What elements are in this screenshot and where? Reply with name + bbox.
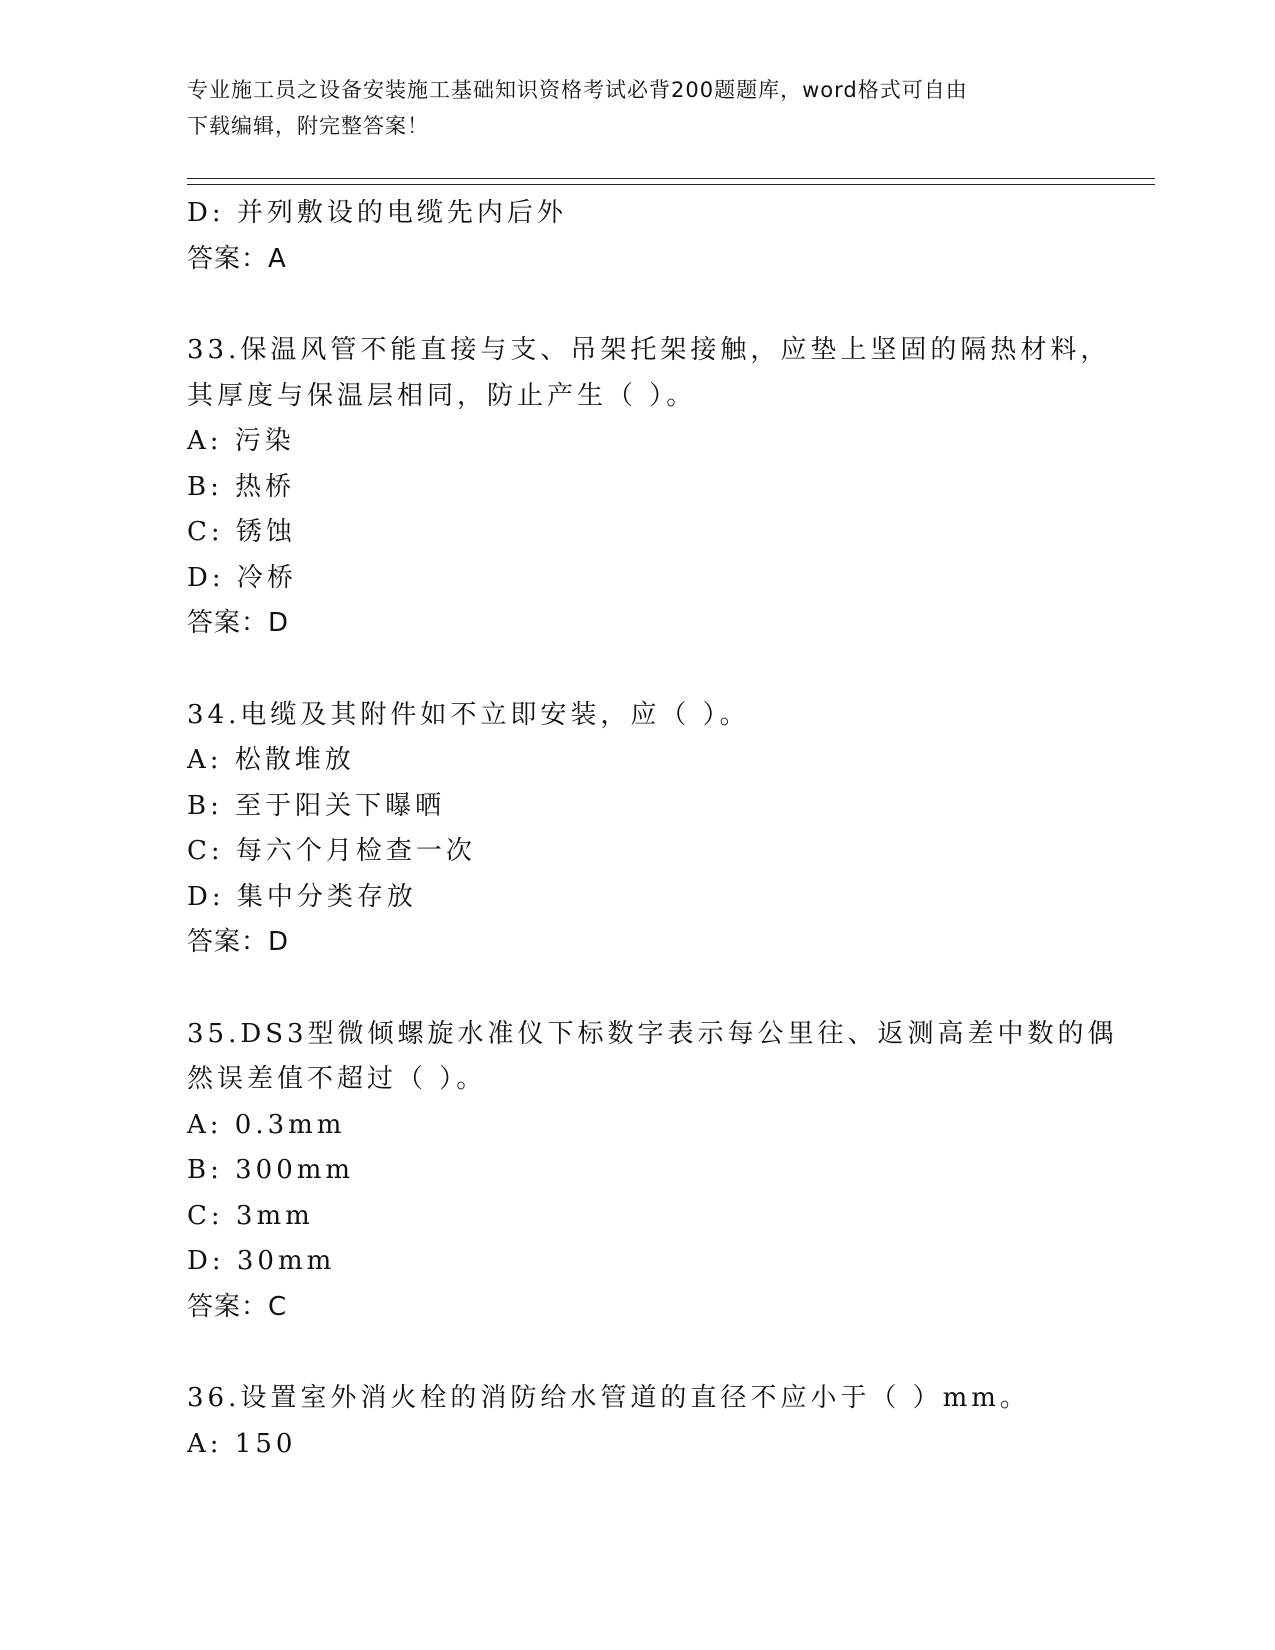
question-stem-continued: 然误差值不超过（ ）。 (187, 1064, 487, 1094)
question-stem: 33.保温风管不能直接与支、吊架托架接触，应垫上坚固的隔热材料， (187, 335, 1111, 365)
question-36 (187, 1376, 1087, 1467)
answer-line: 答案：C (187, 1291, 288, 1322)
option-b: B: 300mm (187, 1155, 355, 1185)
header-line-2: 下载编辑，附完整答案！ (187, 114, 429, 138)
option-c: C: 锈蚀 (187, 517, 296, 547)
answer-line: 答案：A (187, 243, 287, 274)
option-a: A: 150 (187, 1428, 297, 1459)
option-d: D: 30mm (187, 1246, 336, 1276)
answer-line: 答案：D (187, 608, 290, 638)
previous-question-tail (187, 191, 1087, 282)
question-stem: 36.设置室外消火栓的消防给水管道的直径不应小于（ ）mm。 (187, 1383, 1030, 1413)
question-stem-continued: 其厚度与保温层相同，防止产生（ ）。 (187, 380, 697, 411)
header-divider-top (187, 178, 1155, 179)
question-list (187, 191, 1118, 1467)
header-line-1: 专业施工员之设备安装施工基础知识资格考试必背200题题库，word格式可自由 (187, 78, 968, 102)
option-b: B: 至于阳关下曝晒 (187, 790, 446, 821)
option-c: C: 3mm (187, 1200, 314, 1231)
question-34 (187, 693, 1087, 966)
document-header (187, 72, 1067, 144)
option-a: A: 松散堆放 (187, 745, 355, 775)
answer-line: 答案：D (187, 927, 290, 957)
option-b: B: 热桥 (187, 471, 296, 502)
option-a: A: 污染 (187, 426, 295, 456)
option-d: D: 并列敷设的电缆先内后外 (187, 198, 567, 228)
header-divider-bottom (187, 184, 1155, 185)
question-33 (187, 328, 1111, 647)
option-c: C: 每六个月检查一次 (187, 836, 476, 866)
option-d: D: 集中分类存放 (187, 881, 417, 912)
option-a: A: 0.3mm (187, 1109, 346, 1140)
question-stem: 34.电缆及其附件如不立即安装，应（ ）。 (187, 699, 750, 730)
question-stem: 35.DS3型微倾螺旋水准仪下标数字表示每公里往、返测高差中数的偶 (187, 1018, 1118, 1049)
option-d: D: 冷桥 (187, 562, 297, 593)
question-35 (187, 1012, 1118, 1331)
